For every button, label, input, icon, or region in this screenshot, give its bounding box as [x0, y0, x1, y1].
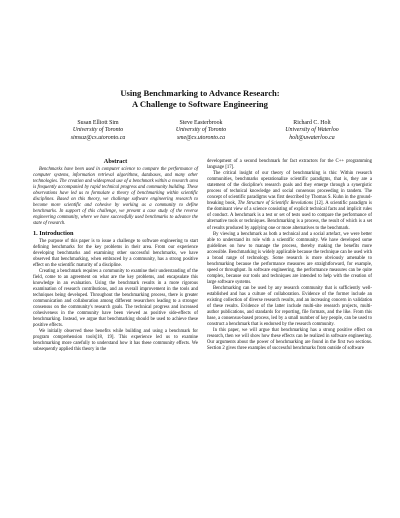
author-1	[38, 120, 158, 142]
author-name: Richard C. Holt	[293, 120, 331, 126]
body-paragraph-continued: development of a second benchmark for fact extractors for the C++ programming language [17].	[207, 159, 372, 171]
author-affiliation: University of Toronto	[175, 127, 227, 134]
author-2	[141, 120, 261, 142]
section-heading-introduction: 1. Introduction	[33, 230, 74, 238]
book-title: The Structure of Scientific Revolutions	[237, 201, 313, 207]
author-email: holt@uwaterloo.ca	[289, 134, 335, 141]
right-column	[207, 159, 372, 353]
abstract-text: Benchmarks have been used in computer science to compare the performance of computer systems, information retrieval algorithms, databases, and many other technologies. The creation and widespread use of a benchmark within a research area is frequently accompanied by rapid technical progress and community building. These observations have led us to formulate a theory of benchmarking within scientific disciplines. Based on this theory, we challenge software engineering research to become more scientific and cohesive by working as a community to define benchmarks. In support of this challenge, we present a case study of the reverse engineering community, where we have successfully used benchmarks to advance the state of research.	[33, 166, 198, 226]
intro-paragraph-3: We initially observed these benefits while building and using a benchmark for program comprehension tools[18, 19]. This experience led us to examine benchmarking more carefully to understand how it has these community effects. We subsequently applied this theory in the	[33, 329, 198, 353]
author-email: sme@cs.utoronto.ca	[176, 134, 226, 141]
title-line-1: Using Benchmarking to Advance Research:	[120, 88, 280, 98]
intro-paragraph-2: Creating a benchmark requires a community to examine their understanding of the field, come to an agreement on what are the key problems, and encapsulate this knowledge in an evaluation. Using the benchmark results in a more rigorous examination of research contributions, and an overall improvement in the tools and techniques being developed. Throughout the benchmarking process, there is greater communication and collaboration among different researchers leading to a stronger consensus on the community's research goals. The technical progress and increased cohesiveness in the community have been viewed as positive side-effects of benchmarking. Instead, we argue that benchmarking should be used to achieve these positive effects.	[33, 268, 198, 329]
title-line-2: A Challenge to Software Engineering	[132, 99, 268, 109]
theory-text-a: The critical insight of our theory of benchmarking is this: Within research communities, benchmarks operationalize scientific paradigms, that is, they are a statement of the discipline's research goals and they emerge through a synergistic process of technical knowledge and social consensus proceeding in tandem. The concept of scientific paradigms was first described by Thomas S. Kuhn in the ground-breaking book,	[207, 171, 372, 207]
theory-text-b: [12]. A scientific paradigm is the dominant view of a science consisting of explicit technical facts and implicit rules of conduct. A benchmark is a test or set of tests used to compare the performance of alternative tools or techniques. Benchmarking is a process, the result of which is a set of results produced by applying one or more alternatives to the benchmark.	[207, 201, 372, 231]
body-paragraph-artefact: By viewing a benchmark as both a technical and a social artefact, we were better able to understand its role with a scientific community. We have developed some guidelines on how to manage the process, thereby making the benefits more accessible. Benchmarking is widely applicable because the technique can be used with a broad range of technology. Some research is more obviously amenable to benchmarking because the performance measures are straightforward, for example, speed or throughput. In software engineering, the performance measures can be quite complex, because our tools and techniques are intended to help with the creation of large software systems.	[207, 231, 372, 285]
abstract-heading: Abstract	[103, 158, 128, 165]
body-paragraph-theory	[207, 171, 372, 231]
author-name: Susan Elliott Sim	[77, 120, 119, 126]
paper-title	[0, 88, 400, 110]
body-paragraph-outline: In this paper, we will argue that benchmarking has a strong positive effect on research, then we will show how these effects can be realized in software engineering. Our arguments about the power of benchmarking are found in the first two sections. Section 2 gives three examples of successful benchmarks from outside of software	[207, 328, 372, 352]
left-column	[33, 159, 198, 353]
author-affiliation: University of Waterloo	[285, 127, 339, 134]
intro-paragraph-1: The purpose of this paper is to issue a challenge to software engineering to start defining benchmarks for the key problems in their area. From our experience developing benchmarks and examining other successful benchmarks, we have observed that benchmarking, when embraced by a community, has a strong positive effect on the scientific maturity of a discipline.	[33, 238, 198, 268]
author-affiliation: University of Toronto	[72, 127, 124, 134]
author-3	[252, 120, 372, 142]
body-paragraph-community: Benchmarking can be used by any research community that is sufficiently well-established and has a culture of collaboration. Evidence of the former include an existing collection of diverse research results, and an increasing concern in validation of these results. Evidence of the latter include multi-site research projects, multi-author publications, and standards for reporting, file formats, and the like. From this base, a consensus-based process, led by a small number of key people, can be used to construct a benchmark that is endorsed by the research community.	[207, 285, 372, 328]
author-email: simsuz@cs.utoronto.ca	[70, 134, 126, 141]
author-name: Steve Easterbrook	[179, 120, 223, 126]
